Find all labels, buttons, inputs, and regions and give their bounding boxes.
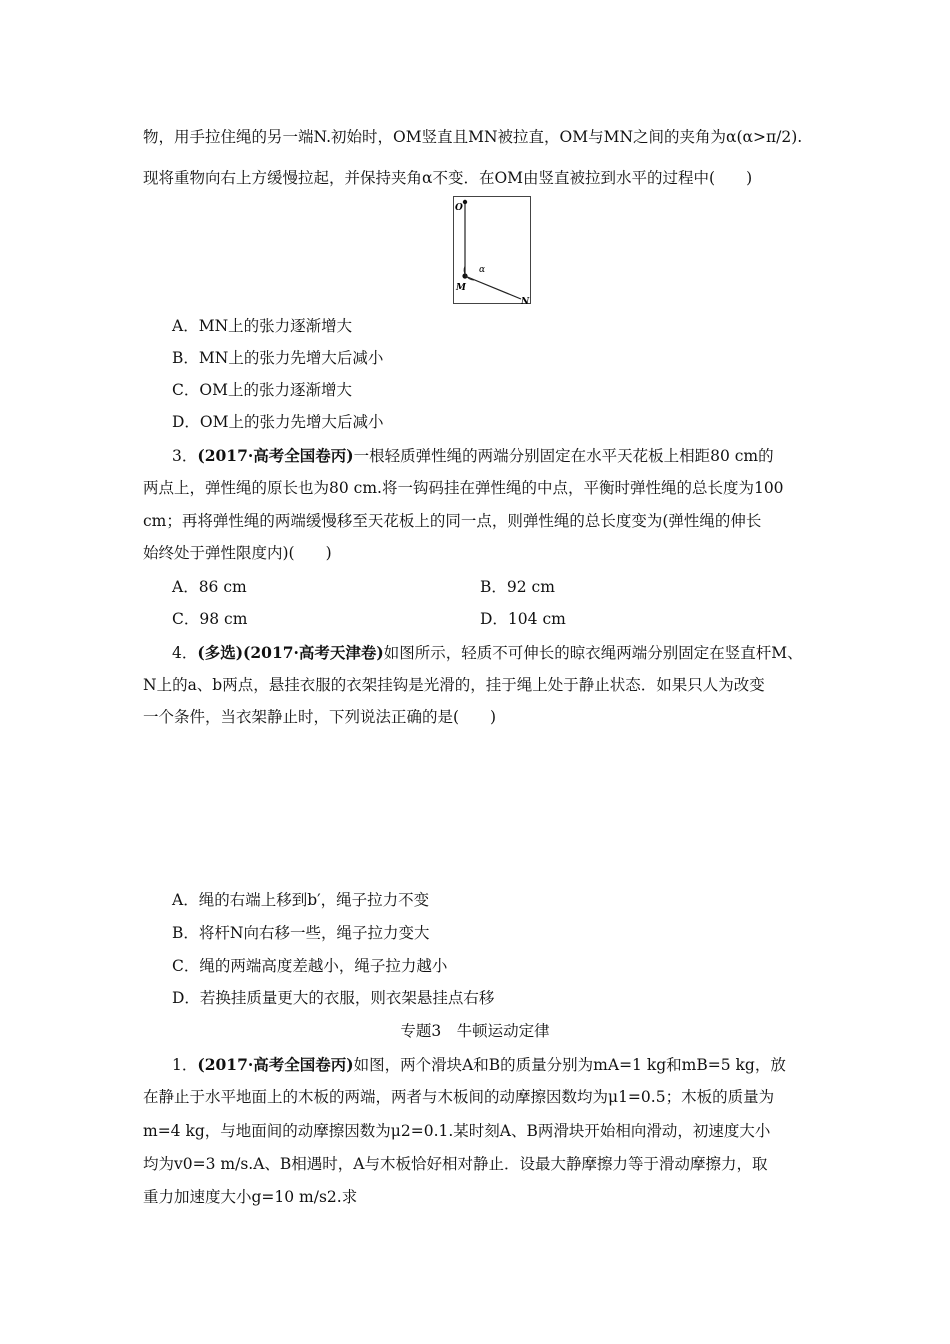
p1-source: (2017·高考全国卷丙) bbox=[197, 1055, 354, 1074]
q2-option-a: A．MN上的张力逐渐增大 bbox=[172, 317, 353, 335]
q4-option-a: A．绳的右端上移到b′，绳子拉力不变 bbox=[172, 891, 430, 909]
p1-line2: 在静止于水平地面上的木板的两端，两者与木板间的动摩擦因数均为μ1=0.5；木板的质量为 bbox=[143, 1088, 775, 1106]
p1-line3: m=4 kg，与地面间的动摩擦因数为μ2=0.1.某时刻A、B两滑块开始相向滑动，初速度大小 bbox=[143, 1122, 771, 1140]
label-m: M bbox=[456, 283, 466, 293]
q3-number: 3． bbox=[172, 447, 198, 465]
p1-number: 1． bbox=[172, 1056, 198, 1074]
q4-tag: (多选) bbox=[197, 643, 244, 662]
q3-option-b: B．92 cm bbox=[480, 578, 555, 596]
label-alpha: α bbox=[479, 265, 486, 275]
q3-line3: cm；再将弹性绳的两端缓慢移至天花板上的同一点，则弹性绳的总长度变为(弹性绳的伸长 bbox=[143, 512, 762, 530]
q4-line1 bbox=[172, 643, 803, 663]
q4-source: (2017·高考天津卷) bbox=[243, 643, 384, 662]
q4-line2: N上的a、b两点，悬挂衣服的衣架挂钩是光滑的，挂于绳上处于静止状态．如果只人为改变 bbox=[143, 676, 765, 694]
q4-option-c: C．绳的两端高度差越小，绳子拉力越小 bbox=[172, 957, 448, 975]
q4-line3: 一个条件，当衣架静止时，下列说法正确的是( ) bbox=[143, 708, 497, 726]
q3-option-c: C．98 cm bbox=[172, 610, 248, 628]
section-title: 专题3 牛顿运动定律 bbox=[400, 1022, 550, 1040]
p1-text-1: 如图，两个滑块A和B的质量分别为mA=1 kg和mB=5 kg，放 bbox=[353, 1056, 786, 1074]
q2-line1: 物，用手拉住绳的另一端N.初始时，OM竖直且MN被拉直，OM与MN之间的夹角为α(α>π/2). bbox=[143, 128, 803, 146]
q3-line1 bbox=[172, 446, 774, 466]
p1-line1 bbox=[172, 1055, 786, 1075]
q2-option-d: D．OM上的张力先增大后减小 bbox=[172, 413, 384, 431]
label-o: O bbox=[455, 203, 463, 213]
q3-source: (2017·高考全国卷丙) bbox=[197, 446, 354, 465]
q3-line2: 两点上，弹性绳的原长也为80 cm.将一钩码挂在弹性绳的中点，平衡时弹性绳的总长度为100 bbox=[143, 479, 784, 497]
p1-line4: 均为v0=3 m/s.A、B相遇时，A与木板恰好相对静止．设最大静摩擦力等于滑动摩擦力，取 bbox=[143, 1155, 768, 1173]
q4-number: 4． bbox=[172, 644, 198, 662]
q2-line2: 现将重物向右上方缓慢拉起，并保持夹角α不变．在OM由竖直被拉到水平的过程中( ) bbox=[143, 169, 753, 187]
q3-option-a: A．86 cm bbox=[172, 578, 247, 596]
q2-option-b: B．MN上的张力先增大后减小 bbox=[172, 349, 384, 367]
q2-figure bbox=[453, 196, 531, 304]
q3-option-d: D．104 cm bbox=[480, 610, 566, 628]
p1-line5: 重力加速度大小g=10 m/s2.求 bbox=[143, 1188, 358, 1206]
q2-option-c: C．OM上的张力逐渐增大 bbox=[172, 381, 352, 399]
q4-text-1: 如图所示，轻质不可伸长的晾衣绳两端分别固定在竖直杆M、 bbox=[383, 644, 803, 662]
q3-line4: 始终处于弹性限度内)( ) bbox=[143, 544, 332, 562]
q3-text-1: 一根轻质弹性绳的两端分别固定在水平天花板上相距80 cm的 bbox=[353, 447, 774, 465]
q4-option-b: B．将杆N向右移一些，绳子拉力变大 bbox=[172, 924, 430, 942]
label-n: N bbox=[521, 297, 530, 304]
q4-option-d: D．若换挂质量更大的衣服，则衣架悬挂点右移 bbox=[172, 989, 495, 1007]
